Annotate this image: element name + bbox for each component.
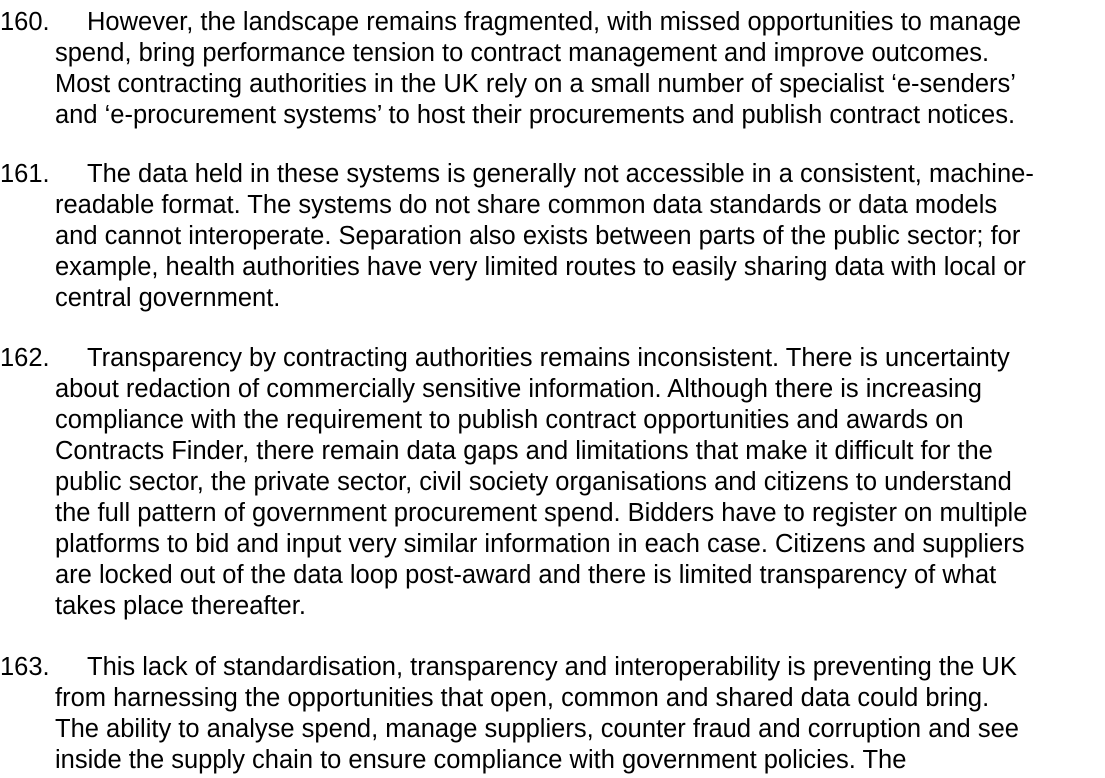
paragraph-line: and ‘e-procurement systems’ to host their procurements and publish contract notices. bbox=[55, 101, 1016, 129]
paragraph-line: are locked out of the data loop post-award and there is limited transparency of what bbox=[55, 561, 997, 589]
paragraph-line: example, health authorities have very limited routes to easily sharing data with local or bbox=[55, 253, 1026, 281]
paragraph-line: readable format. The systems do not share common data standards or data models bbox=[55, 191, 998, 219]
paragraph-line: public sector, the private sector, civil society organisations and citizens to understand bbox=[55, 468, 1012, 496]
paragraph-number: 162. bbox=[0, 344, 50, 372]
paragraph-line: The ability to analyse spend, manage suppliers, counter fraud and corruption and see bbox=[55, 715, 1019, 743]
paragraph-number: 161. bbox=[0, 160, 50, 188]
paragraph-line: platforms to bid and input very similar information in each case. Citizens and suppliers bbox=[55, 530, 1025, 558]
paragraph-number: 160. bbox=[0, 8, 50, 36]
paragraph-line: and cannot interoperate. Separation also exists between parts of the public sector; for bbox=[55, 222, 1021, 250]
paragraph-line: about redaction of commercially sensitive information. Although there is increasing bbox=[55, 375, 982, 403]
paragraph-line: This lack of standardisation, transparency and interoperability is preventing the UK bbox=[87, 653, 1017, 681]
paragraph-line: Most contracting authorities in the UK rely on a small number of specialist ‘e-senders’ bbox=[55, 70, 1016, 98]
paragraph-line: from harnessing the opportunities that open, common and shared data could bring. bbox=[55, 684, 990, 712]
paragraph-line: spend, bring performance tension to contract management and improve outcomes. bbox=[55, 39, 990, 67]
paragraph-line: compliance with the requirement to publish contract opportunities and awards on bbox=[55, 406, 964, 434]
paragraph-line: Transparency by contracting authorities remains inconsistent. There is uncertainty bbox=[87, 344, 1010, 372]
paragraph-line: the full pattern of government procurement spend. Bidders have to register on multiple bbox=[55, 499, 1028, 527]
paragraph-number: 163. bbox=[0, 653, 50, 681]
paragraph-line: However, the landscape remains fragmented, with missed opportunities to manage bbox=[87, 8, 1022, 36]
paragraph-line: Contracts Finder, there remain data gaps and limitations that make it difficult for the bbox=[55, 437, 993, 465]
paragraph-line: takes place thereafter. bbox=[55, 592, 306, 620]
paragraph-line: central government. bbox=[55, 284, 281, 312]
paragraph-line: The data held in these systems is generally not accessible in a consistent, machine- bbox=[87, 160, 1034, 188]
paragraph-line: inside the supply chain to ensure compliance with government policies. The bbox=[55, 746, 907, 774]
